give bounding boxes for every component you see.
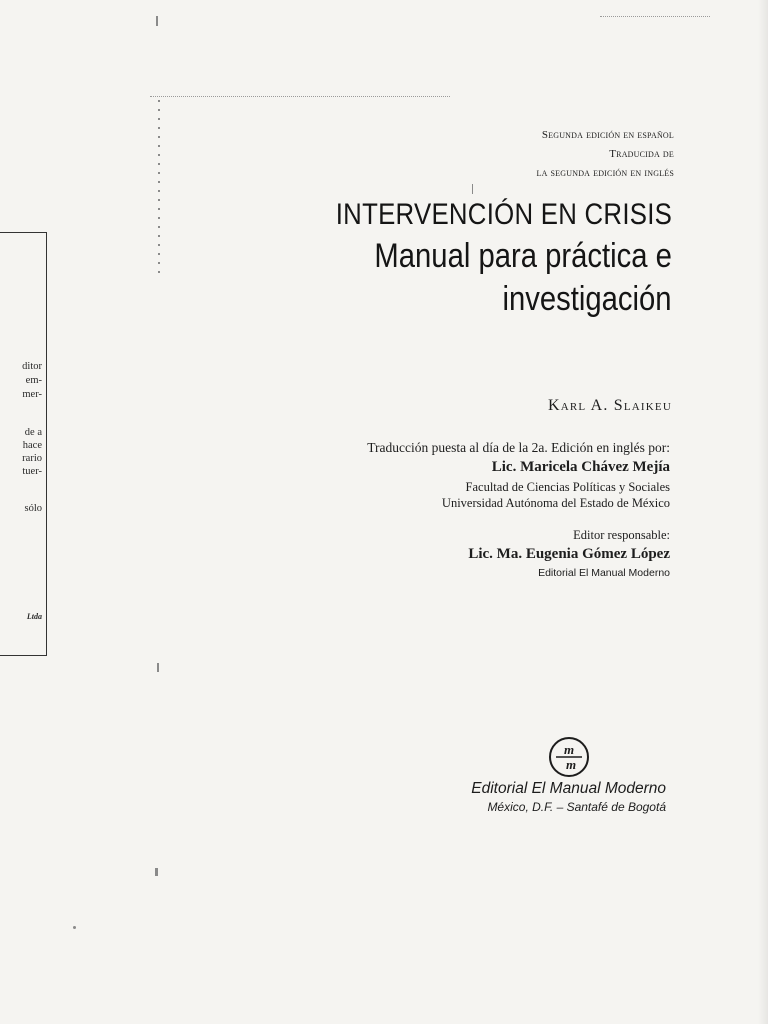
scan-speck xyxy=(157,663,159,672)
prev-page-fragment: em- xyxy=(25,375,42,386)
book-subtitle-line-2: investigación xyxy=(502,280,672,318)
book-title: INTERVENCIÓN EN CRISIS xyxy=(335,198,672,231)
svg-text:m: m xyxy=(565,757,577,772)
prev-page-fragment: rario xyxy=(22,453,42,464)
previous-page-edge xyxy=(0,232,47,656)
scan-noise-line xyxy=(150,96,450,97)
editor-publisher: Editorial El Manual Moderno xyxy=(538,567,670,579)
prev-page-fragment: sólo xyxy=(24,503,42,514)
prev-page-fragment: ditor xyxy=(22,361,42,372)
publisher-cities: México, D.F. – Santafé de Bogotá xyxy=(487,800,666,814)
edition-notes xyxy=(537,126,674,183)
prev-page-fragment: de a xyxy=(24,427,42,438)
scan-speck xyxy=(472,184,473,194)
page-edge-shadow xyxy=(758,0,768,1024)
svg-text:m: m xyxy=(563,742,575,757)
translation-credit: Traducción puesta al día de la 2a. Edición en inglés por: xyxy=(367,440,670,455)
scan-speck xyxy=(156,16,158,26)
publisher-block xyxy=(471,780,666,814)
edition-line: la segunda edición en inglés xyxy=(536,167,674,179)
translator-affiliation: Facultad de Ciencias Políticas y Sociales xyxy=(465,480,670,494)
scan-noise-line xyxy=(600,16,710,17)
prev-page-fragment: hace xyxy=(22,440,42,451)
translator-name: Lic. Maricela Chávez Mejía xyxy=(491,459,670,475)
prev-page-fragment: mer- xyxy=(22,389,42,400)
translator-affiliation: Universidad Autónoma del Estado de México xyxy=(441,496,670,510)
publisher-name: Editorial El Manual Moderno xyxy=(471,780,666,797)
prev-page-fragment: Ltda xyxy=(26,612,42,621)
book-subtitle-line-1: Manual para práctica e xyxy=(374,237,672,275)
gutter-shadow xyxy=(158,100,160,275)
edition-line: Segunda edición en español xyxy=(541,129,674,141)
author-name: Karl A. Slaikeu xyxy=(547,397,672,414)
scan-speck xyxy=(155,868,158,876)
scan-speck xyxy=(73,926,76,929)
publisher-logo-icon xyxy=(548,736,590,778)
editor-name: Lic. Ma. Eugenia Gómez López xyxy=(468,546,670,562)
editor-label: Editor responsable: xyxy=(573,528,670,542)
prev-page-fragment: tuer- xyxy=(22,466,42,477)
edition-line: Traducida de xyxy=(609,148,674,160)
